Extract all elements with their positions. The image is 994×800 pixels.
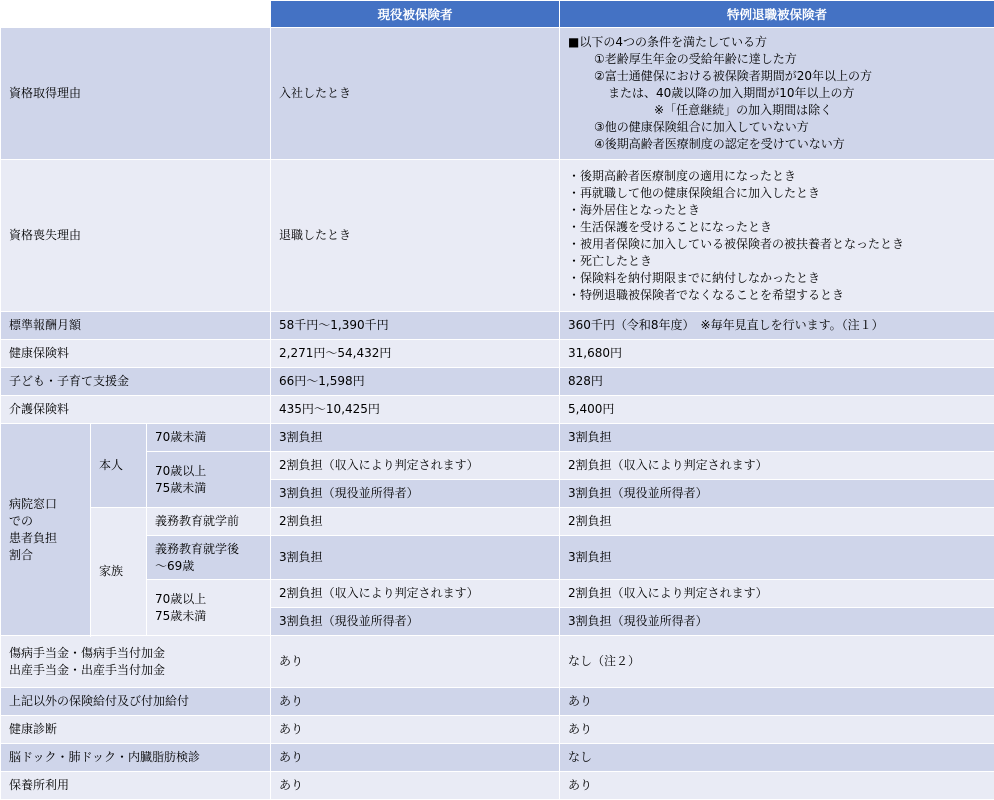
age-under70: 70歳未満 bbox=[147, 424, 271, 452]
amount-special: 5,400円 bbox=[560, 396, 994, 424]
age-preschool: 義務教育就学前 bbox=[147, 508, 271, 536]
checkup-current: あり bbox=[271, 716, 560, 744]
row-copay-family-70-75-a bbox=[1, 580, 994, 608]
amount-label: 健康保険料 bbox=[1, 340, 271, 368]
row-resort-use bbox=[1, 772, 994, 800]
dock-current: あり bbox=[271, 744, 560, 772]
loss-reason: ・被用者保険に加入している被保険者の被扶養者となったとき bbox=[568, 236, 994, 253]
copay-current: 2割負担（収入により判定されます） bbox=[271, 580, 560, 608]
dock-special: なし bbox=[560, 744, 994, 772]
copay-current: 3割負担 bbox=[271, 424, 560, 452]
row-copay-family-preschool bbox=[1, 508, 994, 536]
loss-reason: ・生活保護を受けることになったとき bbox=[568, 219, 994, 236]
loss-label: 資格喪失理由 bbox=[1, 160, 271, 312]
other-benefits-current: あり bbox=[271, 688, 560, 716]
copay-special: 3割負担 bbox=[560, 536, 994, 580]
row-health-premium bbox=[1, 340, 994, 368]
row-copay-self-70-75-a bbox=[1, 452, 994, 480]
loss-reason: ・特例退職被保険者でなくなることを希望するとき bbox=[568, 287, 994, 304]
row-standard-remuneration bbox=[1, 312, 994, 340]
copay-current: 2割負担（収入により判定されます） bbox=[271, 452, 560, 480]
amount-label: 子ども・子育て支援金 bbox=[1, 368, 271, 396]
copay-current: 3割負担 bbox=[271, 536, 560, 580]
dock-label: 脳ドック・肺ドック・内臓脂肪検診 bbox=[1, 744, 271, 772]
amount-current: 2,271円～54,432円 bbox=[271, 340, 560, 368]
loss-reason: ・死亡したとき bbox=[568, 253, 994, 270]
copay-special: 3割負担（現役並所得者） bbox=[560, 480, 994, 508]
copay-special: 2割負担（収入により判定されます） bbox=[560, 580, 994, 608]
amount-special: 360千円（令和8年度） ※毎年見直しを行います。（注１） bbox=[560, 312, 994, 340]
resort-label: 保養所利用 bbox=[1, 772, 271, 800]
checkup-special: あり bbox=[560, 716, 994, 744]
amount-special: 31,680円 bbox=[560, 340, 994, 368]
copay-self-label: 本人 bbox=[91, 424, 147, 508]
copay-special: 3割負担 bbox=[560, 424, 994, 452]
acquisition-special-conditions bbox=[560, 28, 994, 160]
copay-current: 2割負担 bbox=[271, 508, 560, 536]
other-benefits-special: あり bbox=[560, 688, 994, 716]
row-childcare-support bbox=[1, 368, 994, 396]
copay-family-label: 家族 bbox=[91, 508, 147, 636]
copay-current: 3割負担（現役並所得者） bbox=[271, 608, 560, 636]
header-current-insured: 現役被保険者 bbox=[271, 1, 560, 28]
amount-current: 435円～10,425円 bbox=[271, 396, 560, 424]
condition-2-alt: または、40歳以降の加入期間が10年以上の方 bbox=[568, 85, 994, 102]
acquisition-current: 入社したとき bbox=[271, 28, 560, 160]
age-70-to-75: 70歳以上 75歳未満 bbox=[147, 580, 271, 636]
resort-special: あり bbox=[560, 772, 994, 800]
copay-special: 2割負担 bbox=[560, 508, 994, 536]
copay-special: 2割負担（収入により判定されます） bbox=[560, 452, 994, 480]
loss-reason: ・保険料を納付期限までに納付しなかったとき bbox=[568, 270, 994, 287]
amount-label: 介護保険料 bbox=[1, 396, 271, 424]
copay-current: 3割負担（現役並所得者） bbox=[271, 480, 560, 508]
age-school-to-69: 義務教育就学後 ～69歳 bbox=[147, 536, 271, 580]
loss-reason: ・海外居住となったとき bbox=[568, 202, 994, 219]
copay-special: 3割負担（現役並所得者） bbox=[560, 608, 994, 636]
condition-heading: ■以下の4つの条件を満たしている方 bbox=[568, 34, 994, 51]
loss-current: 退職したとき bbox=[271, 160, 560, 312]
row-dock-screening bbox=[1, 744, 994, 772]
row-copay-self-under70 bbox=[1, 424, 994, 452]
condition-2: ②富士通健保における被保険者期間が20年以上の方 bbox=[568, 68, 994, 85]
condition-2-note: ※「任意継続」の加入期間は除く bbox=[568, 102, 994, 119]
sickness-label: 傷病手当金・傷病手当付加金 出産手当金・出産手当付加金 bbox=[1, 636, 271, 688]
amount-current: 58千円～1,390千円 bbox=[271, 312, 560, 340]
other-benefits-label: 上記以外の保険給付及び付加給付 bbox=[1, 688, 271, 716]
row-loss bbox=[1, 160, 994, 312]
sickness-current: あり bbox=[271, 636, 560, 688]
amount-current: 66円～1,598円 bbox=[271, 368, 560, 396]
condition-4: ④後期高齢者医療制度の認定を受けていない方 bbox=[568, 136, 994, 153]
checkup-label: 健康診断 bbox=[1, 716, 271, 744]
loss-reason: ・後期高齢者医療制度の適用になったとき bbox=[568, 168, 994, 185]
row-copay-family-school-69 bbox=[1, 536, 994, 580]
row-other-benefits bbox=[1, 688, 994, 716]
condition-3: ③他の健康保険組合に加入していない方 bbox=[568, 119, 994, 136]
condition-1: ①老齢厚生年金の受給年齢に達した方 bbox=[568, 51, 994, 68]
copay-label: 病院窓口 での 患者負担 割合 bbox=[1, 424, 91, 636]
amount-special: 828円 bbox=[560, 368, 994, 396]
loss-special-reasons bbox=[560, 160, 994, 312]
row-health-checkup bbox=[1, 716, 994, 744]
header-special-retired: 特例退職被保険者 bbox=[560, 1, 994, 28]
row-sickness-maternity-allowance bbox=[1, 636, 994, 688]
row-care-premium bbox=[1, 396, 994, 424]
age-70-to-75: 70歳以上 75歳未満 bbox=[147, 452, 271, 508]
header-blank bbox=[1, 1, 271, 28]
loss-reason: ・再就職して他の健康保険組合に加入したとき bbox=[568, 185, 994, 202]
amount-label: 標準報酬月額 bbox=[1, 312, 271, 340]
resort-current: あり bbox=[271, 772, 560, 800]
sickness-special: なし（注２） bbox=[560, 636, 994, 688]
acquisition-label: 資格取得理由 bbox=[1, 28, 271, 160]
row-acquisition bbox=[1, 28, 994, 160]
